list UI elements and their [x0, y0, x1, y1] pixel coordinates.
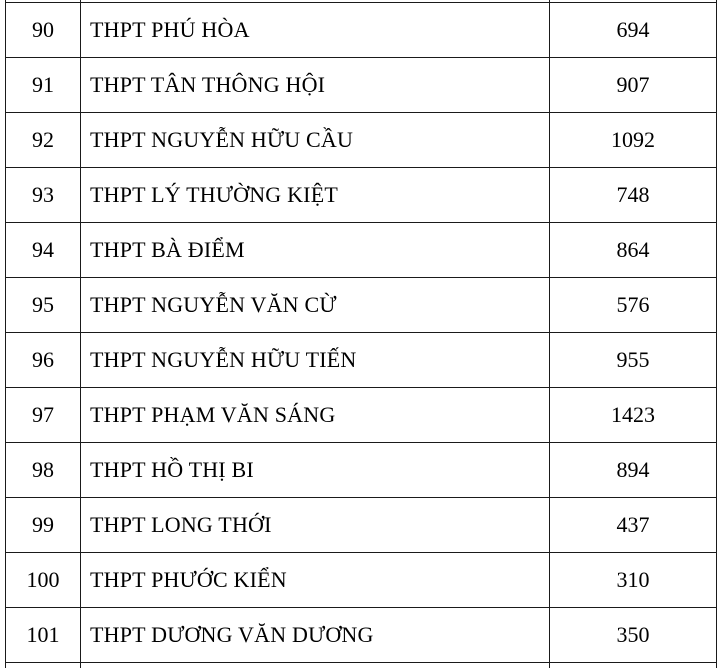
table-row: [6, 168, 717, 223]
row-number: 90: [6, 3, 81, 58]
student-count: 694: [550, 3, 717, 58]
table-row: [6, 443, 717, 498]
table-row: [6, 498, 717, 553]
row-number: 93: [6, 168, 81, 223]
school-name: [81, 663, 550, 668]
student-count: 1092: [550, 113, 717, 168]
school-table: [5, 0, 717, 668]
school-name: THPT LÝ THƯỜNG KIỆT: [81, 168, 550, 223]
school-name: THPT NGUYỄN HỮU TIẾN: [81, 333, 550, 388]
school-name: THPT PHƯỚC KIỂN: [81, 553, 550, 608]
row-number: 100: [6, 553, 81, 608]
school-name: THPT LONG THỚI: [81, 498, 550, 553]
school-name: THPT NGUYỄN HỮU CẦU: [81, 113, 550, 168]
row-number: 94: [6, 223, 81, 278]
row-number: 98: [6, 443, 81, 498]
student-count: 310: [550, 553, 717, 608]
row-number: 101: [6, 608, 81, 663]
row-number: 92: [6, 113, 81, 168]
school-name: THPT BÀ ĐIỂM: [81, 223, 550, 278]
school-name: THPT DƯƠNG VĂN DƯƠNG: [81, 608, 550, 663]
student-count: 437: [550, 498, 717, 553]
table-row: [6, 608, 717, 663]
student-count: 1423: [550, 388, 717, 443]
student-count: 955: [550, 333, 717, 388]
row-number: [6, 663, 81, 668]
table-row: [6, 3, 717, 58]
table-row: [6, 553, 717, 608]
student-count: 894: [550, 443, 717, 498]
row-number: 99: [6, 498, 81, 553]
table-row: [6, 113, 717, 168]
row-number: 97: [6, 388, 81, 443]
table-row: [6, 388, 717, 443]
student-count: [550, 663, 717, 668]
student-count: 576: [550, 278, 717, 333]
table-row: [6, 223, 717, 278]
table-row: [6, 333, 717, 388]
school-name: THPT TÂN THÔNG HỘI: [81, 58, 550, 113]
table-row: [6, 58, 717, 113]
school-name: THPT PHÚ HÒA: [81, 3, 550, 58]
school-name: THPT PHẠM VĂN SÁNG: [81, 388, 550, 443]
student-count: 907: [550, 58, 717, 113]
table-row: [6, 278, 717, 333]
table-row: [6, 663, 717, 668]
school-name: THPT HỒ THỊ BI: [81, 443, 550, 498]
student-count: 350: [550, 608, 717, 663]
row-number: 95: [6, 278, 81, 333]
row-number: 96: [6, 333, 81, 388]
student-count: 748: [550, 168, 717, 223]
row-number: 91: [6, 58, 81, 113]
school-name: THPT NGUYỄN VĂN CỪ: [81, 278, 550, 333]
student-count: 864: [550, 223, 717, 278]
